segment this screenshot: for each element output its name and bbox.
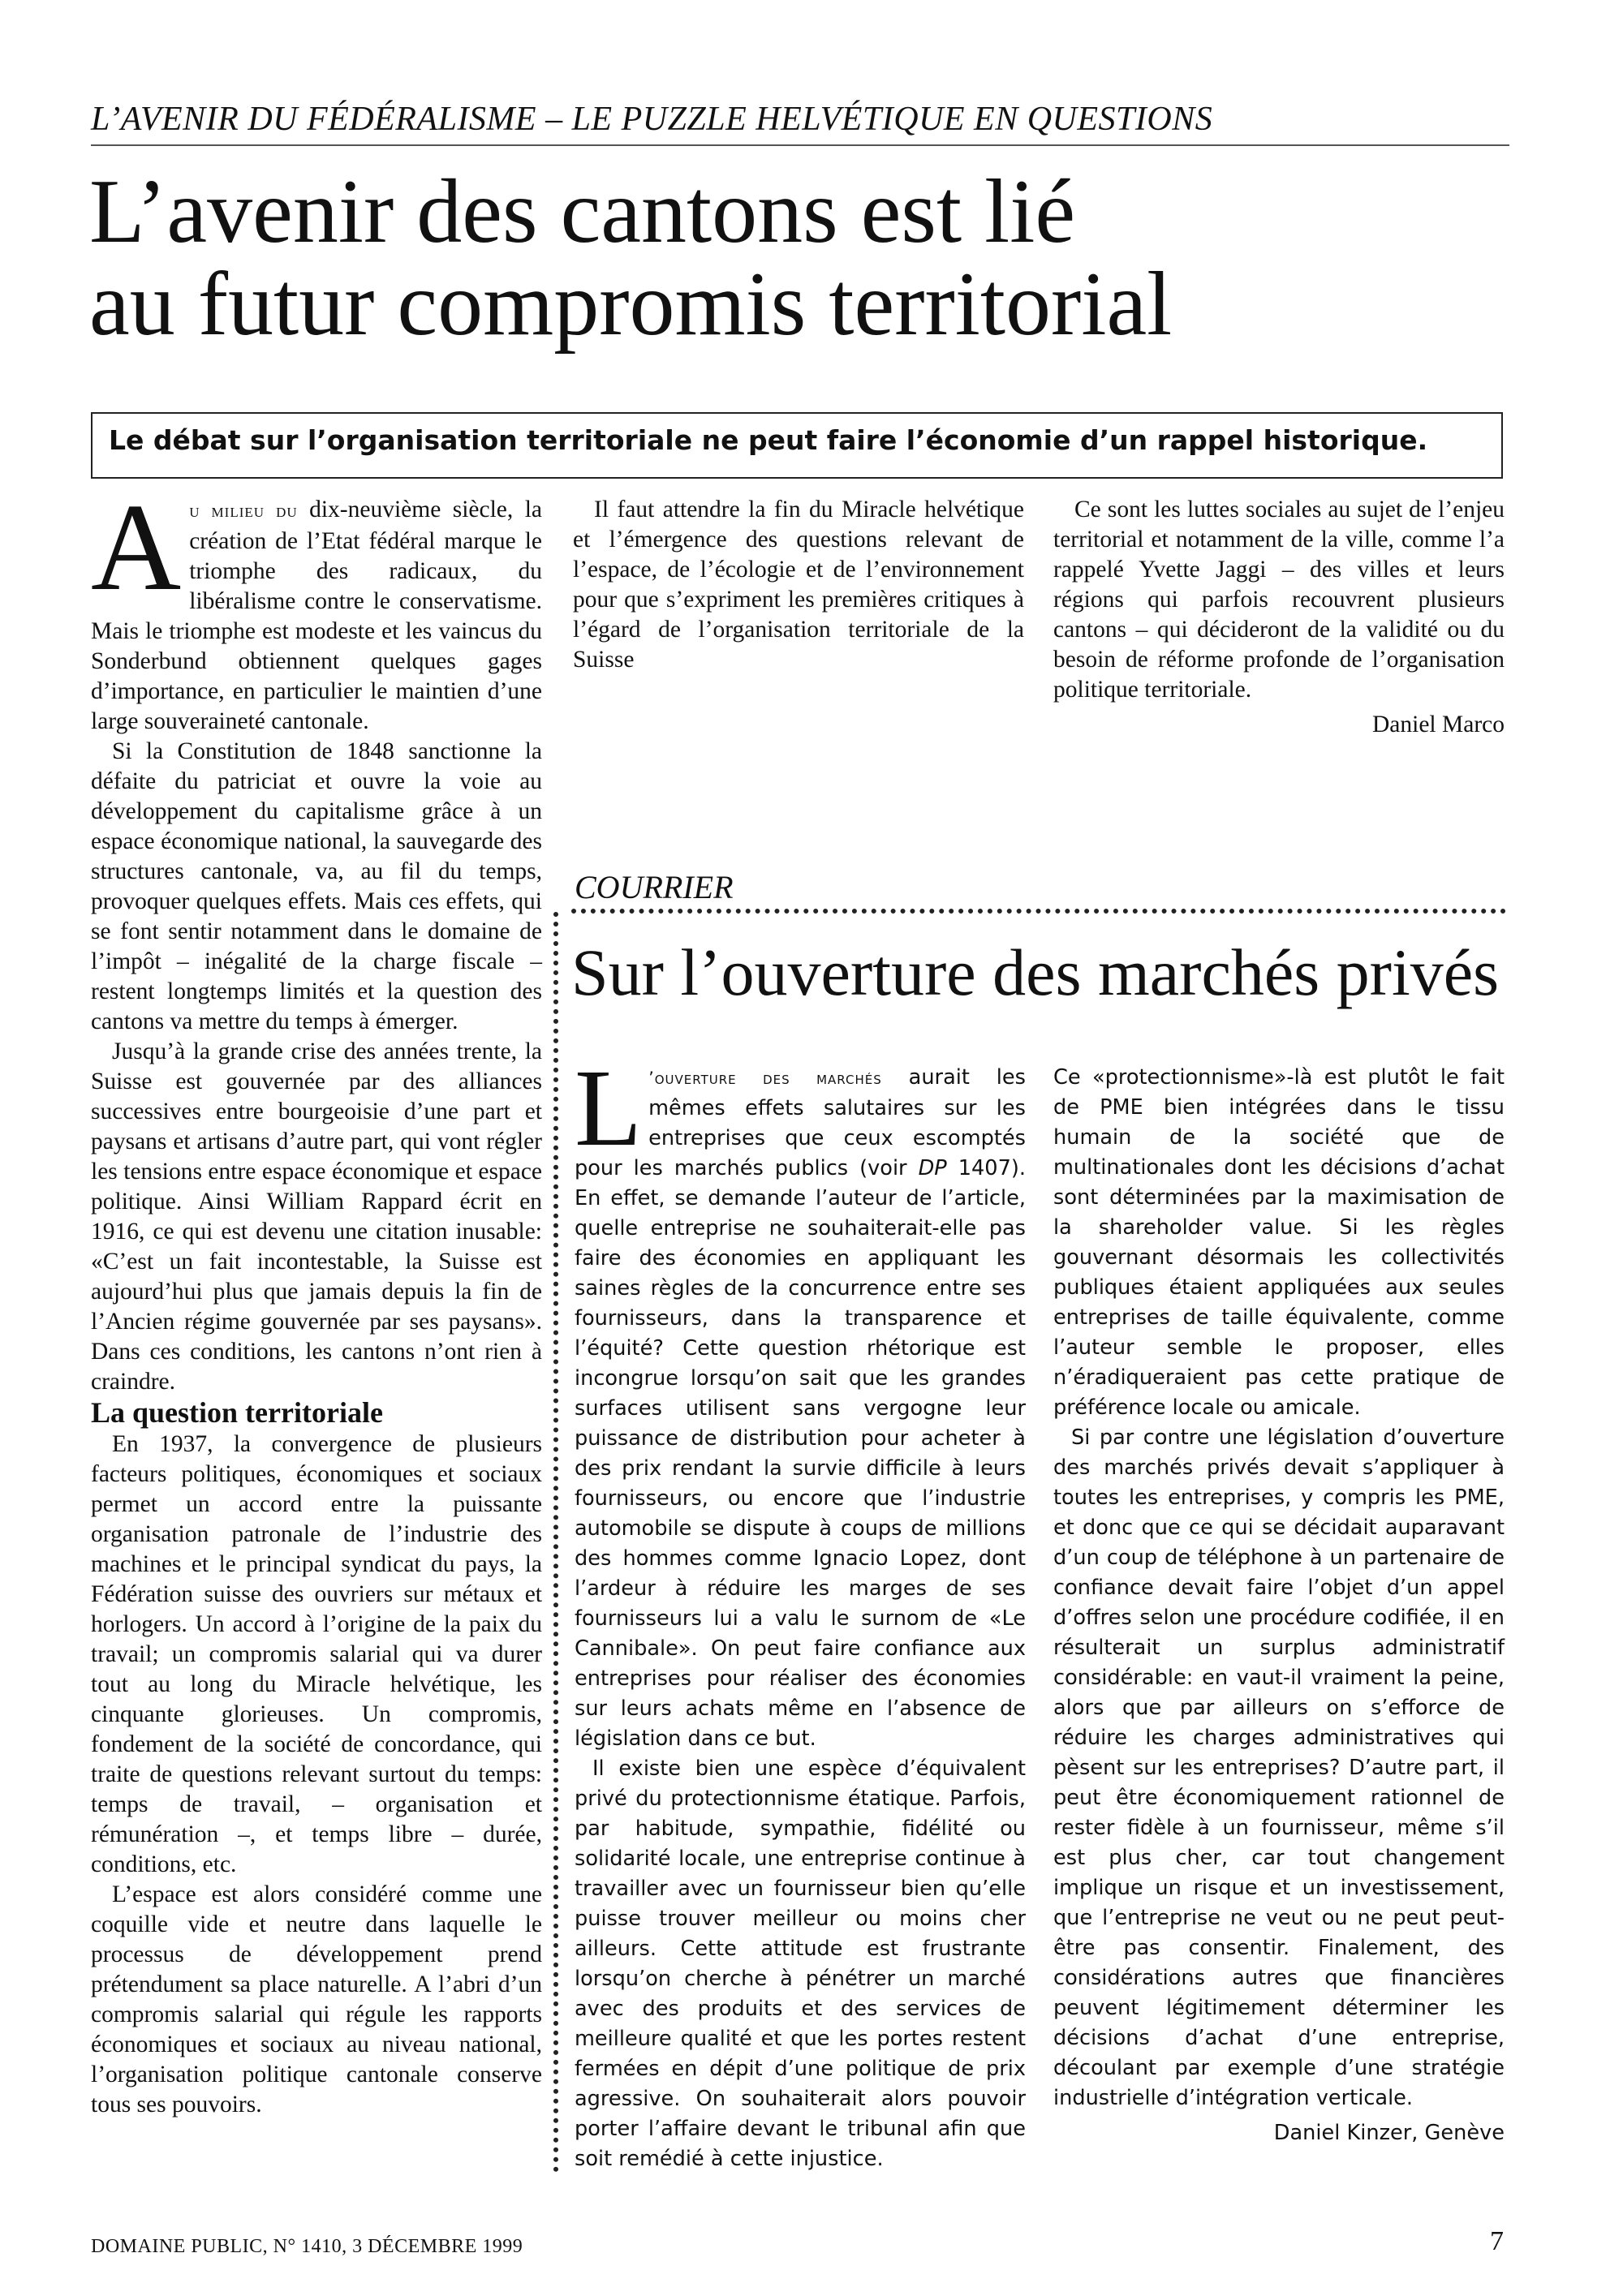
drop-cap: L <box>575 1047 643 1169</box>
article-lede-box: Le débat sur l’organisation territoriale ne peut faire l’économie d’un rappel historique. <box>91 412 1503 479</box>
courrier-section-label: COURRIER <box>575 869 734 905</box>
article1-paragraph-5: L’espace est alors considéré comme une coquille vide et neutre dans laquelle le processus de développement prend prétendument sa place naturelle. A l’abri d’un compromis salarial qui régule les rapports économiques et sociaux au niveau national, l’organisation politique cantonale conserve tous ses pouvoirs. <box>91 1881 542 2118</box>
paragraph-text: 1407). En effet, se demande l’auteur de l’article, quelle entreprise ne souhaiterait-elle pas faire des économies en appliquant les saines règles de la concurrence entre ses fournisseurs, dans la transparence et l’équité? Cette question rhétorique est incongrue lorsqu’on sait que les grandes surfaces utilisent sans vergogne leur puissance de distribution pour acheter à des prix rendant la survie difficile à leurs fournisseurs, ou encore que l’industrie automobile se dispute à coups de millions des hommes comme Ignacio Lopez, dont l’ardeur à réduire les marges de ses fournisseurs lui a valu le surnom de «Le Cannibale». On peut faire confiance aux entreprises pour réaliser des économies sur leurs achats même en l’absence de législation dans ce but. <box>575 1156 1026 1751</box>
reference-italic: DP <box>918 1156 947 1180</box>
headline-line-1: L’avenir des cantons est lié <box>89 161 1076 262</box>
courrier-headline: Sur l’ouverture des marchés privés <box>571 935 1500 1009</box>
article2-paragraph-2: Il existe bien une espèce d’équivalent privé du protectionnisme étatique. Parfois, par habitude, sympathie, fidélité ou solidarité locale, une entreprise continue à travailler avec un fournisseur bien qu’elle puisse trouver meilleur ou moins cher ailleurs. Cette attitude est frustrante lorsqu’on cherche à pénétrer un marché avec des produits et des services de meilleure qualité et que les portes restent fermées en dépit d’une politique de prix agressive. On souhaiterait alors pouvoir porter l’affaire devant le tribunal afin que soit remédié à cette injustice. <box>575 1756 1026 2171</box>
article2-signature: Daniel Kinzer, Genève <box>1273 2121 1505 2145</box>
article1-subhead: La question territoriale <box>91 1396 383 1429</box>
article1-column-3 <box>1053 495 1505 740</box>
article1-column-1 <box>91 479 542 2120</box>
section-rubric: L’AVENIR DU FÉDÉRALISME – LE PUZZLE HELVÉTIQUE EN QUESTIONS <box>91 101 1509 146</box>
headline-line-2: au futur compromis territorial <box>89 254 1173 355</box>
paragraph-text: aurait les mêmes effets salutaires sur les entreprises que ceux escomptés pour les marchés publics (voir <box>575 1065 1026 1180</box>
footer-page-number: 7 <box>1490 2226 1504 2256</box>
article1-paragraph-3: Jusqu’à la grande crise des années trente, la Suisse est gouvernée par des alliances successives entre bourgeoisie d’une part et paysans et artisans d’autre part, qui vont régler les tensions entre espace économique et espace politique. Ainsi William Rappard écrit en 1916, ce qui est devenu une citation inusable: «C’est un fait incontestable, la Suisse est aujourd’hui plus que jamais depuis la fin de l’Ancien régime gouvernée par ses paysans». Dans ces conditions, les cantons n’ont rien à craindre. <box>91 1038 542 1395</box>
dotted-rule-vertical <box>553 912 558 2173</box>
article1-paragraph-6: Il faut attendre la fin du Miracle helvétique et l’émergence des questions relevant de l’espace, de l’écologie et de l’environnement pour que s’expriment les premières critiques à l’égard de l’organisation territoriale de la Suisse <box>573 497 1024 673</box>
opening-small-caps: ’ouverture des marchés <box>648 1068 882 1088</box>
drop-cap: A <box>91 479 182 617</box>
opening-small-caps: u milieu du <box>189 501 298 522</box>
article1-paragraph-2: Si la Constitution de 1848 sanctionne la défaite du patriciat et ouvre la voie au développement du capitalisme grâce à un espace économique national, la sauvegarde des structures cantonale, va, au fil du temps, provoquer quelques effets. Mais ces effets, qui se font sentir notamment dans le domaine de l’impôt – inégalité de la charge fiscale – restent longtemps limités et la question des cantons va mettre du temps à émerger. <box>91 738 542 1034</box>
footer-publication: DOMAINE PUBLIC, N° 1410, 3 DÉCEMBRE 1999 <box>91 2236 523 2257</box>
article2-column-1 <box>575 1047 1026 2174</box>
article1-column-2 <box>573 495 1024 675</box>
article-headline <box>89 161 1518 355</box>
dotted-rule-horizontal <box>571 909 1506 914</box>
paragraph-text: dix-neuvième siècle, la création de l’Etat fédéral marque le triomphe des radicaux, du libéralisme contre le conservatisme. Mais le triomphe est modeste et les vaincus du Sonderbund obtiennent quelques gages d’importance, en particulier le maintien d’une large souveraineté cantonale. <box>91 497 542 734</box>
article2-paragraph-4: Si par contre une législation d’ouverture des marchés privés devait s’appliquer à toutes les entreprises, y compris les PME, et donc que ce qui se décidait auparavant d’un coup de téléphone à un partenaire de confiance devait faire l’objet d’un appel d’offres selon une procédure codifiée, il en résulterait un surplus administratif considérable: en vaut-il vraiment la peine, alors que par ailleurs on s’efforce de réduire les charges administratives qui pèsent sur les entreprises? D’autre part, il peut être économiquement rationnel de rester fidèle à un fournisseur, même s’il est plus cher, car tout changement implique un risque et un investissement, que l’entreprise ne veut ou ne peut peut-être pas consentir. Finalement, des considérations autres que financières peuvent légitimement déterminer les décisions d’achat d’une entreprise, découlant par exemple d’une stratégie industrielle d’intégration verticale. <box>1053 1425 1505 2110</box>
article1-paragraph-4: En 1937, la convergence de plusieurs facteurs politiques, économiques et sociaux permet un accord entre la puissante organisation patronale de l’industrie des machines et le principal syndicat du pays, la Fédération suisse des ouvriers sur métaux et horlogers. Un accord à l’origine de la paix du travail; un compromis salarial qui va durer tout au long du Miracle helvétique, les cinquante glorieuses. Un compromis, fondement de la société de concordance, qui traite de questions relevant surtout du temps: temps de travail, – organisation et rémunération –, et temps libre – durée, conditions, etc. <box>91 1430 542 1877</box>
article1-paragraph-7: Ce sont les luttes sociales au sujet de l’enjeu territorial et notamment de la ville, comme l’a rappelé Yvette Jaggi – des villes et leurs régions qui parfois recouvrent plusieurs cantons – qui décideront de la validité ou du besoin de réforme profonde de l’organisation politique territoriale. <box>1053 497 1505 703</box>
article2-paragraph-1 <box>575 1047 1026 1754</box>
article2-column-2 <box>1053 1063 1505 2148</box>
article1-paragraph-1 <box>91 479 542 737</box>
article1-signature: Daniel Marco <box>1372 712 1505 737</box>
article2-paragraph-3: Ce «protectionnisme»-là est plutôt le fait de PME bien intégrées dans le tissu humain de la société que de multinationales dont les décisions d’achat sont déterminées par la maximisation de la shareholder value. Si les règles gouvernant désormais les collectivités publiques étaient appliquées aux seules entreprises de taille équivalente, comme l’auteur semble le proposer, elles n’éradiqueraient pas cette pratique de préférence locale ou amicale. <box>1053 1065 1505 1420</box>
